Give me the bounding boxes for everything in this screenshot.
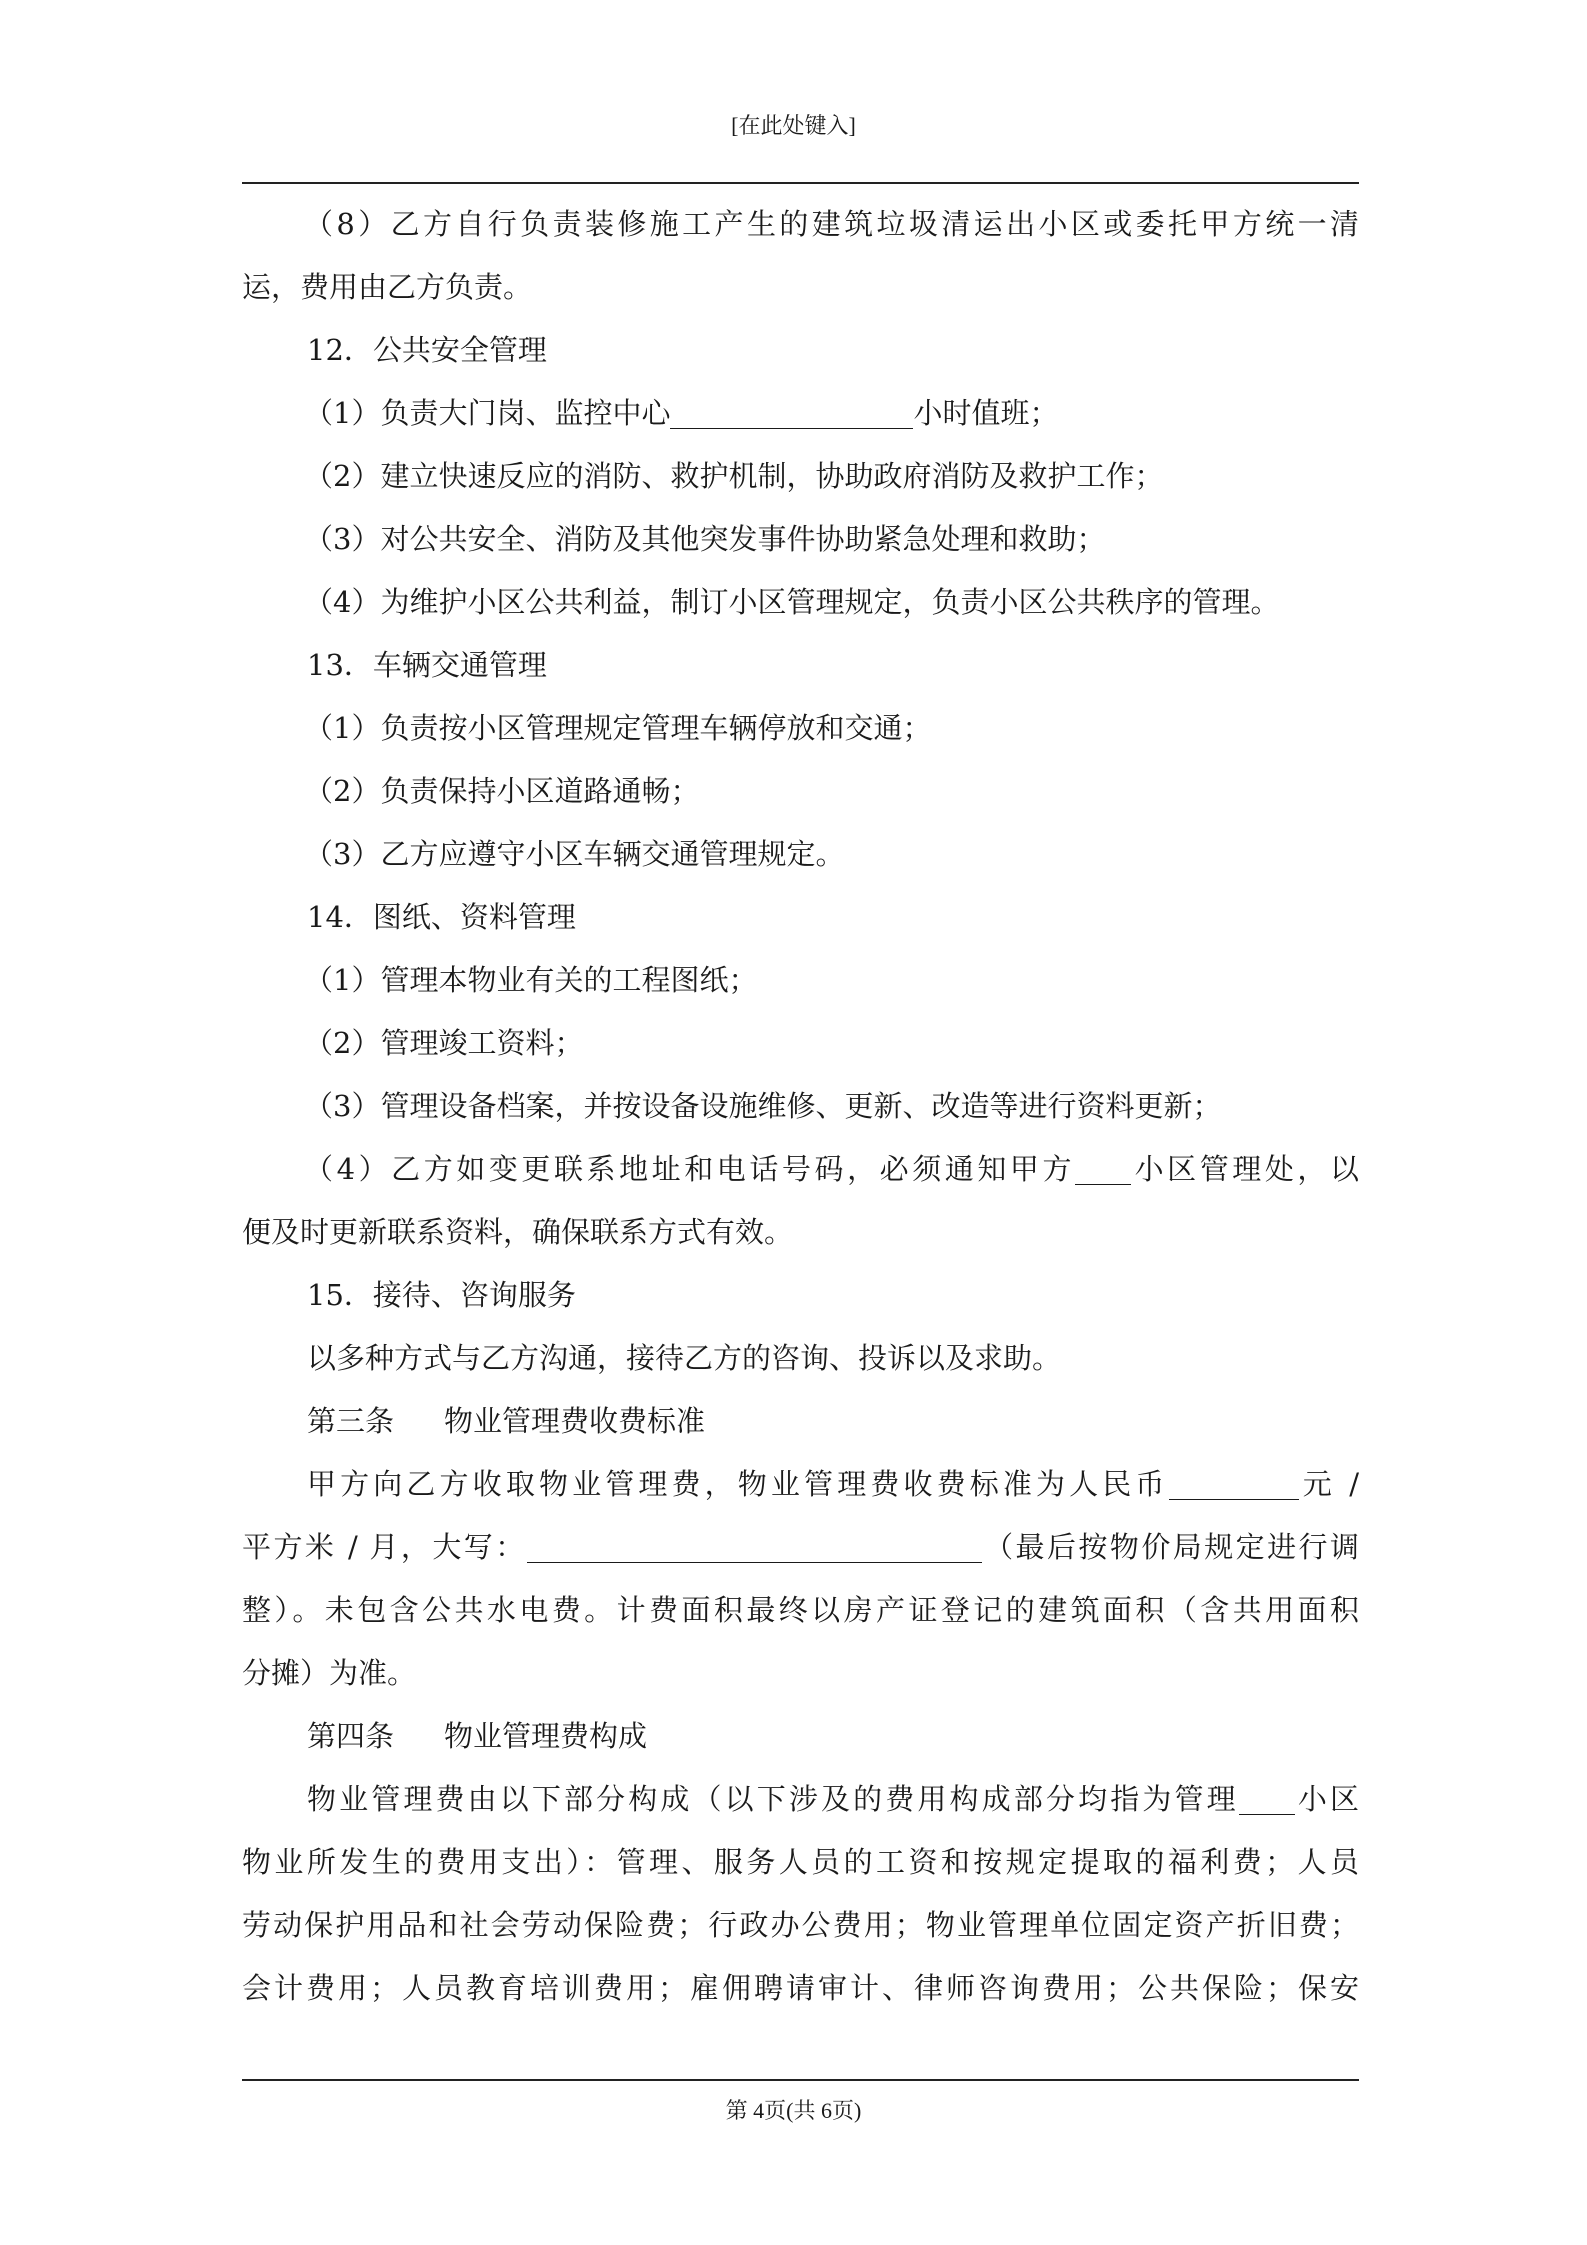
fill-in-blank [670, 394, 913, 429]
text-segment: （4）乙方如变更联系地址和电话号码，必须通知甲方 [304, 1152, 1076, 1186]
document-body [242, 193, 1359, 2020]
section-heading: 14．图纸、资料管理 [307, 900, 576, 934]
fill-in-blank [527, 1528, 982, 1563]
text-line [242, 1138, 1359, 1201]
text-line: （4）为维护小区公共利益，制订小区管理规定，负责小区公共秩序的管理。 [304, 585, 1280, 619]
text-segment: 平方米 / 月，大写： [242, 1530, 527, 1564]
article-number: 第三条 [307, 1404, 395, 1438]
page-header: [在此处键入] [731, 113, 856, 138]
section-heading: 13．车辆交通管理 [307, 648, 547, 682]
text-line: 分摊）为准。 [242, 1656, 417, 1690]
article-heading [242, 1705, 1359, 1768]
text-line: 以多种方式与乙方沟通，接待乙方的咨询、投诉以及求助。 [307, 1341, 1062, 1375]
article-number: 第四条 [307, 1719, 395, 1753]
text-line: 劳动保护用品和社会劳动保险费；行政办公费用；物业管理单位固定资产折旧费； [242, 1908, 1359, 1942]
text-segment: 小区 [1294, 1782, 1359, 1816]
fill-in-blank [1075, 1150, 1131, 1185]
article-title: 物业管理费构成 [444, 1719, 648, 1753]
text-line [242, 1516, 1359, 1579]
text-line: 整）。未包含公共水电费。计费面积最终以房产证登记的建筑面积（含共用面积 [242, 1593, 1359, 1627]
text-line: （1）管理本物业有关的工程图纸； [304, 963, 758, 997]
article-title: 物业管理费收费标准 [444, 1404, 706, 1438]
text-line [242, 1768, 1359, 1831]
text-line: （3）管理设备档案，并按设备设施维修、更新、改造等进行资料更新； [304, 1089, 1222, 1123]
section-heading: 15．接待、咨询服务 [307, 1278, 576, 1312]
text-line: （1）负责按小区管理规定管理车辆停放和交通； [304, 711, 932, 745]
section-heading: 12．公共安全管理 [307, 333, 547, 367]
text-line: 物业所发生的费用支出）：管理、服务人员的工资和按规定提取的福利费；人员 [242, 1845, 1359, 1879]
page-footer: 第 4页(共 6页) [725, 2098, 862, 2123]
text-line: 便及时更新联系资料，确保联系方式有效。 [242, 1215, 794, 1249]
text-line: （8）乙方自行负责装修施工产生的建筑垃圾清运出小区或委托甲方统一清 [304, 207, 1359, 241]
text-line: 会计费用；人员教育培训费用；雇佣聘请审计、律师咨询费用；公共保险；保安 [242, 1971, 1359, 2005]
text-segment: 小时值班； [913, 396, 1059, 430]
text-line [242, 382, 1359, 445]
text-segment: 元 / [1298, 1467, 1359, 1501]
text-segment: （1）负责大门岗、监控中心 [304, 396, 671, 430]
text-line [242, 1453, 1359, 1516]
header-divider [242, 182, 1359, 184]
fill-in-blank [1169, 1465, 1299, 1500]
text-segment: 甲方向乙方收取物业管理费，物业管理费收费标准为人民币 [307, 1467, 1169, 1501]
text-line: （2）管理竣工资料； [304, 1026, 584, 1060]
text-segment: 小区管理处，以 [1131, 1152, 1359, 1186]
text-line: （3）乙方应遵守小区车辆交通管理规定。 [304, 837, 845, 871]
text-segment: 物业管理费由以下部分构成（以下涉及的费用构成部分均指为管理 [307, 1782, 1239, 1816]
text-line: （2）建立快速反应的消防、救护机制，协助政府消防及救护工作； [304, 459, 1164, 493]
fill-in-blank [1239, 1780, 1295, 1815]
text-segment: （最后按物价局规定进行调 [981, 1530, 1359, 1564]
footer-divider [242, 2079, 1359, 2081]
text-line: （2）负责保持小区道路通畅； [304, 774, 700, 808]
article-heading [242, 1390, 1359, 1453]
text-line: 运，费用由乙方负责。 [242, 270, 533, 304]
text-line: （3）对公共安全、消防及其他突发事件协助紧急处理和救助； [304, 522, 1106, 556]
